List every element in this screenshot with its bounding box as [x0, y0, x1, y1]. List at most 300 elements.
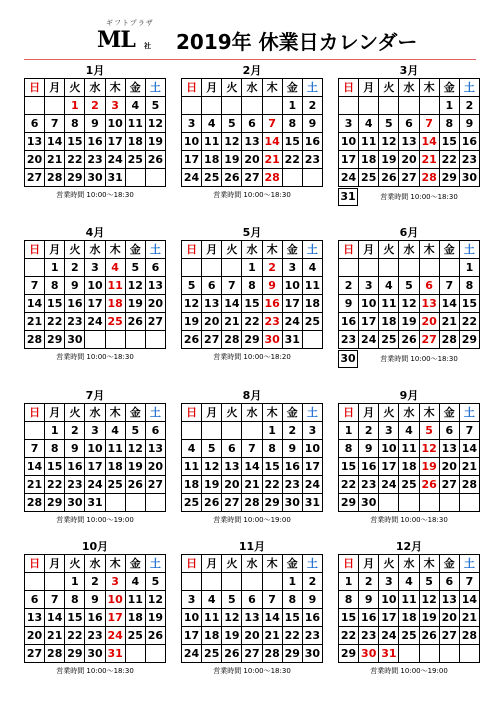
day-cell: 23: [65, 313, 85, 331]
day-cell: 1: [242, 259, 262, 277]
month-calendar: [181, 389, 323, 525]
day-cell: 27: [145, 476, 165, 494]
weekday-header: 土: [459, 404, 479, 422]
day-cell: 21: [439, 313, 459, 331]
weekday-header: 日: [25, 404, 45, 422]
empty-day-cell: [419, 259, 439, 277]
day-cell: 19: [419, 609, 439, 627]
empty-day-cell: [25, 97, 45, 115]
week-row: [25, 609, 166, 627]
day-cell: 5: [419, 573, 439, 591]
empty-day-cell: [125, 169, 145, 187]
week-row: [339, 476, 480, 494]
weekday-header: 金: [125, 241, 145, 259]
day-cell: 15: [339, 609, 359, 627]
weekday-header: 金: [439, 241, 459, 259]
holiday-day-cell: 11: [105, 277, 125, 295]
empty-day-cell: [262, 573, 282, 591]
day-cell: 19: [202, 476, 222, 494]
day-cell: 30: [459, 169, 479, 187]
empty-day-cell: [105, 494, 125, 512]
empty-day-cell: [182, 422, 202, 440]
day-cell: 14: [222, 295, 242, 313]
day-cell: 23: [282, 476, 302, 494]
weekday-header: 日: [182, 79, 202, 97]
day-cell: 4: [202, 591, 222, 609]
weekday-header: 月: [45, 404, 65, 422]
day-cell: 18: [399, 458, 419, 476]
title-divider: [24, 59, 476, 60]
empty-day-cell: [359, 97, 379, 115]
weekday-header-row: [25, 555, 166, 573]
day-cell: 9: [459, 115, 479, 133]
week-row: [339, 627, 480, 645]
day-cell: 18: [399, 609, 419, 627]
day-cell: 8: [65, 591, 85, 609]
weekday-header: 木: [262, 404, 282, 422]
day-cell: 2: [459, 97, 479, 115]
weekday-header: 木: [105, 555, 125, 573]
business-hours: 営業時間 10:00～19:00: [56, 516, 134, 524]
week-row: [25, 115, 166, 133]
day-cell: 25: [125, 151, 145, 169]
day-cell: 20: [439, 458, 459, 476]
weekday-header: 日: [339, 555, 359, 573]
empty-day-cell: [222, 97, 242, 115]
weekday-header: 月: [202, 241, 222, 259]
day-cell: 10: [339, 133, 359, 151]
day-cell: 7: [459, 573, 479, 591]
weekday-header: 木: [105, 404, 125, 422]
weekday-header: 木: [262, 79, 282, 97]
day-cell: 10: [182, 609, 202, 627]
day-cell: 11: [379, 295, 399, 313]
day-cell: 8: [339, 440, 359, 458]
day-cell: 5: [202, 440, 222, 458]
day-cell: 20: [25, 627, 45, 645]
weekday-header: 日: [25, 79, 45, 97]
day-cell: 9: [282, 440, 302, 458]
day-cell: 22: [339, 627, 359, 645]
weekday-header: 火: [379, 555, 399, 573]
day-cell: 17: [85, 458, 105, 476]
day-cell: 20: [145, 458, 165, 476]
week-row: [25, 422, 166, 440]
empty-day-cell: [399, 645, 419, 663]
day-cell: 27: [439, 627, 459, 645]
day-cell: 27: [439, 476, 459, 494]
day-cell: 22: [282, 627, 302, 645]
day-cell: 12: [125, 440, 145, 458]
day-cell: 30: [85, 169, 105, 187]
weekday-header: 金: [439, 555, 459, 573]
day-cell: 5: [182, 277, 202, 295]
day-cell: 1: [262, 422, 282, 440]
day-cell: 12: [145, 115, 165, 133]
empty-day-cell: [125, 494, 145, 512]
day-cell: 1: [339, 422, 359, 440]
month-name: 11月: [238, 540, 266, 553]
month-calendar: [181, 540, 323, 676]
day-cell: 9: [302, 115, 322, 133]
day-cell: 18: [182, 476, 202, 494]
logo-mark: ML: [97, 27, 135, 53]
month-table: [24, 554, 166, 663]
empty-day-cell: [25, 573, 45, 591]
month-table: [338, 554, 480, 663]
weekday-header: 土: [145, 404, 165, 422]
weekday-header: 木: [419, 404, 439, 422]
weekday-header: 金: [439, 404, 459, 422]
week-row: [339, 295, 480, 313]
day-cell: 4: [182, 440, 202, 458]
day-cell: 3: [379, 422, 399, 440]
day-cell: 23: [85, 151, 105, 169]
weekday-header: 月: [45, 241, 65, 259]
day-cell: 12: [145, 591, 165, 609]
day-cell: 30: [282, 494, 302, 512]
holiday-day-cell: 19: [419, 458, 439, 476]
day-cell: 17: [359, 313, 379, 331]
empty-day-cell: [419, 494, 439, 512]
weekday-header: 金: [125, 555, 145, 573]
empty-day-cell: [182, 97, 202, 115]
weekday-header: 土: [459, 79, 479, 97]
day-cell: 4: [359, 115, 379, 133]
day-cell: 6: [399, 115, 419, 133]
day-cell: 29: [439, 169, 459, 187]
day-cell: 26: [182, 331, 202, 349]
weekday-header: 火: [222, 241, 242, 259]
weekday-header-row: [182, 241, 323, 259]
weekday-header: 土: [302, 241, 322, 259]
weekday-header: 月: [202, 404, 222, 422]
empty-day-cell: [439, 259, 459, 277]
weekday-header: 水: [85, 79, 105, 97]
week-row: [339, 133, 480, 151]
day-cell: 24: [85, 313, 105, 331]
weekday-header: 土: [459, 241, 479, 259]
day-cell: 5: [379, 115, 399, 133]
day-cell: 4: [399, 573, 419, 591]
day-cell: 15: [65, 609, 85, 627]
day-cell: 17: [339, 151, 359, 169]
week-row: [182, 458, 323, 476]
day-cell: 27: [399, 169, 419, 187]
day-cell: 16: [459, 133, 479, 151]
business-hours: 営業時間 10:00～18:30: [56, 667, 134, 675]
weekday-header: 土: [302, 79, 322, 97]
day-cell: 16: [65, 295, 85, 313]
day-cell: 10: [182, 133, 202, 151]
day-cell: 26: [222, 169, 242, 187]
holiday-day-cell: 26: [419, 476, 439, 494]
weekday-header: 火: [65, 404, 85, 422]
day-cell: 27: [242, 645, 262, 663]
weekday-header: 金: [439, 79, 459, 97]
holiday-day-cell: 4: [105, 259, 125, 277]
empty-day-cell: [242, 97, 262, 115]
weekday-header: 土: [459, 555, 479, 573]
day-cell: 12: [202, 458, 222, 476]
day-cell: 10: [379, 440, 399, 458]
empty-day-cell: [359, 259, 379, 277]
week-row: [339, 591, 480, 609]
month-table: [338, 240, 480, 349]
day-cell: 22: [439, 151, 459, 169]
month-table: [338, 78, 480, 187]
day-cell: 28: [439, 331, 459, 349]
empty-day-cell: [182, 573, 202, 591]
day-cell: 1: [45, 259, 65, 277]
weekday-header-row: [25, 404, 166, 422]
day-cell: 22: [459, 313, 479, 331]
week-row: [339, 573, 480, 591]
weekday-header: 水: [399, 404, 419, 422]
day-cell: 18: [202, 627, 222, 645]
weekday-header: 水: [242, 555, 262, 573]
holiday-day-cell: 28: [419, 169, 439, 187]
empty-day-cell: [262, 97, 282, 115]
day-cell: 10: [379, 591, 399, 609]
day-cell: 11: [125, 115, 145, 133]
day-cell: 16: [302, 133, 322, 151]
week-row: [25, 627, 166, 645]
day-cell: 19: [182, 313, 202, 331]
weekday-header: 木: [419, 241, 439, 259]
day-cell: 30: [302, 645, 322, 663]
day-cell: 10: [105, 115, 125, 133]
holiday-day-cell: 21: [419, 151, 439, 169]
month-name: 9月: [399, 389, 419, 402]
empty-day-cell: [399, 494, 419, 512]
day-cell: 31: [105, 169, 125, 187]
week-row: [25, 295, 166, 313]
weekday-header: 水: [399, 555, 419, 573]
day-cell: 21: [459, 458, 479, 476]
day-cell: 3: [85, 422, 105, 440]
week-row: [182, 151, 323, 169]
day-cell: 25: [399, 627, 419, 645]
day-cell: 6: [242, 591, 262, 609]
day-cell: 12: [222, 609, 242, 627]
month-table: [181, 403, 323, 512]
holiday-day-cell: 24: [105, 627, 125, 645]
day-cell: 18: [125, 609, 145, 627]
holiday-day-cell: 14: [262, 133, 282, 151]
day-cell: 5: [125, 422, 145, 440]
day-cell: 11: [125, 591, 145, 609]
overflow-row: [338, 350, 480, 368]
day-cell: 25: [359, 169, 379, 187]
business-hours: 営業時間 10:00～19:00: [370, 667, 448, 675]
day-cell: 2: [359, 573, 379, 591]
empty-day-cell: [242, 573, 262, 591]
empty-day-cell: [85, 331, 105, 349]
day-cell: 3: [302, 422, 322, 440]
week-row: [182, 422, 323, 440]
day-cell: 14: [262, 609, 282, 627]
day-cell: 13: [242, 133, 262, 151]
day-cell: 16: [339, 313, 359, 331]
weekday-header: 火: [379, 241, 399, 259]
holiday-day-cell: 13: [419, 295, 439, 313]
day-cell: 20: [145, 295, 165, 313]
day-cell: 12: [419, 591, 439, 609]
weekday-header-row: [339, 79, 480, 97]
day-cell: 18: [105, 458, 125, 476]
day-cell: 22: [65, 151, 85, 169]
week-row: [25, 476, 166, 494]
day-cell: 6: [25, 591, 45, 609]
holiday-day-cell: 16: [262, 295, 282, 313]
empty-day-cell: [379, 259, 399, 277]
day-cell: 7: [45, 591, 65, 609]
month-table: [181, 554, 323, 663]
month-calendar: [24, 389, 166, 525]
week-row: [25, 494, 166, 512]
day-cell: 6: [242, 115, 262, 133]
empty-day-cell: [202, 573, 222, 591]
day-cell: 14: [242, 458, 262, 476]
day-cell: 14: [45, 133, 65, 151]
weekday-header: 水: [85, 241, 105, 259]
weekday-header: 火: [222, 404, 242, 422]
day-cell: 17: [105, 133, 125, 151]
logo-tagline: ギフトプラザ: [106, 19, 154, 27]
weekday-header: 木: [419, 555, 439, 573]
empty-day-cell: [182, 259, 202, 277]
day-cell: 19: [222, 151, 242, 169]
day-cell: 1: [459, 259, 479, 277]
day-cell: 24: [379, 476, 399, 494]
week-row: [25, 458, 166, 476]
day-cell: 8: [439, 115, 459, 133]
day-cell: 13: [25, 133, 45, 151]
day-cell: 20: [25, 151, 45, 169]
logo: [92, 18, 162, 58]
day-cell: 1: [339, 573, 359, 591]
empty-day-cell: [379, 97, 399, 115]
week-row: [182, 169, 323, 187]
day-cell: 19: [125, 458, 145, 476]
day-cell: 23: [459, 151, 479, 169]
day-cell: 9: [302, 591, 322, 609]
day-cell: 26: [145, 151, 165, 169]
day-cell: 4: [125, 573, 145, 591]
empty-day-cell: [399, 97, 419, 115]
day-cell: 29: [45, 494, 65, 512]
day-cell: 22: [339, 476, 359, 494]
weekday-header: 土: [145, 79, 165, 97]
day-cell: 5: [222, 591, 242, 609]
day-cell: 23: [302, 151, 322, 169]
month-table: [338, 403, 480, 512]
holiday-day-cell: 30: [262, 331, 282, 349]
day-cell: 16: [65, 458, 85, 476]
day-cell: 20: [222, 476, 242, 494]
weekday-header-row: [182, 404, 323, 422]
weekday-header: 火: [65, 555, 85, 573]
day-cell: 29: [339, 494, 359, 512]
month-table: [181, 240, 323, 349]
day-cell: 26: [145, 627, 165, 645]
month-calendar: [24, 540, 166, 676]
day-cell: 24: [182, 169, 202, 187]
day-cell: 2: [302, 97, 322, 115]
weekday-header: 水: [242, 79, 262, 97]
weekday-header: 日: [25, 555, 45, 573]
empty-day-cell: [145, 331, 165, 349]
empty-day-cell: [339, 97, 359, 115]
day-cell: 24: [182, 645, 202, 663]
day-cell: 24: [85, 476, 105, 494]
day-cell: 13: [242, 609, 262, 627]
month-calendar: [338, 540, 480, 676]
day-cell: 5: [145, 97, 165, 115]
week-row: [182, 609, 323, 627]
day-cell: 8: [65, 115, 85, 133]
day-cell: 28: [45, 645, 65, 663]
day-cell: 25: [202, 169, 222, 187]
day-cell: 6: [145, 259, 165, 277]
week-row: [339, 645, 480, 663]
day-cell: 21: [242, 476, 262, 494]
week-row: [25, 573, 166, 591]
week-row: [182, 645, 323, 663]
day-cell: 23: [85, 627, 105, 645]
empty-day-cell: [222, 573, 242, 591]
week-row: [182, 295, 323, 313]
holiday-day-cell: 17: [105, 609, 125, 627]
week-row: [339, 609, 480, 627]
week-row: [339, 277, 480, 295]
day-cell: 28: [222, 331, 242, 349]
empty-day-cell: [302, 331, 322, 349]
day-cell: 14: [439, 295, 459, 313]
day-cell: 7: [45, 115, 65, 133]
day-cell: 22: [262, 476, 282, 494]
day-cell: 10: [85, 277, 105, 295]
empty-day-cell: [399, 259, 419, 277]
week-row: [182, 627, 323, 645]
day-cell: 15: [282, 609, 302, 627]
logo-sub: 社: [144, 42, 151, 50]
day-cell: 1: [65, 573, 85, 591]
week-row: [182, 97, 323, 115]
day-cell: 23: [65, 476, 85, 494]
weekday-header: 月: [359, 404, 379, 422]
day-cell: 5: [125, 259, 145, 277]
day-cell: 13: [145, 277, 165, 295]
week-row: [25, 133, 166, 151]
empty-day-cell: [242, 422, 262, 440]
week-row: [25, 440, 166, 458]
day-cell: 25: [379, 331, 399, 349]
month-name: 6月: [399, 226, 419, 239]
week-row: [339, 331, 480, 349]
month-calendar: [338, 226, 480, 368]
day-cell: 8: [242, 277, 262, 295]
day-cell: 26: [399, 331, 419, 349]
day-cell: 1: [45, 422, 65, 440]
business-hours: 営業時間 10:00～18:30: [56, 191, 134, 199]
day-cell: 25: [125, 627, 145, 645]
month-name: 4月: [85, 226, 105, 239]
weekday-header: 日: [339, 404, 359, 422]
day-cell: 3: [182, 115, 202, 133]
day-cell: 24: [302, 476, 322, 494]
